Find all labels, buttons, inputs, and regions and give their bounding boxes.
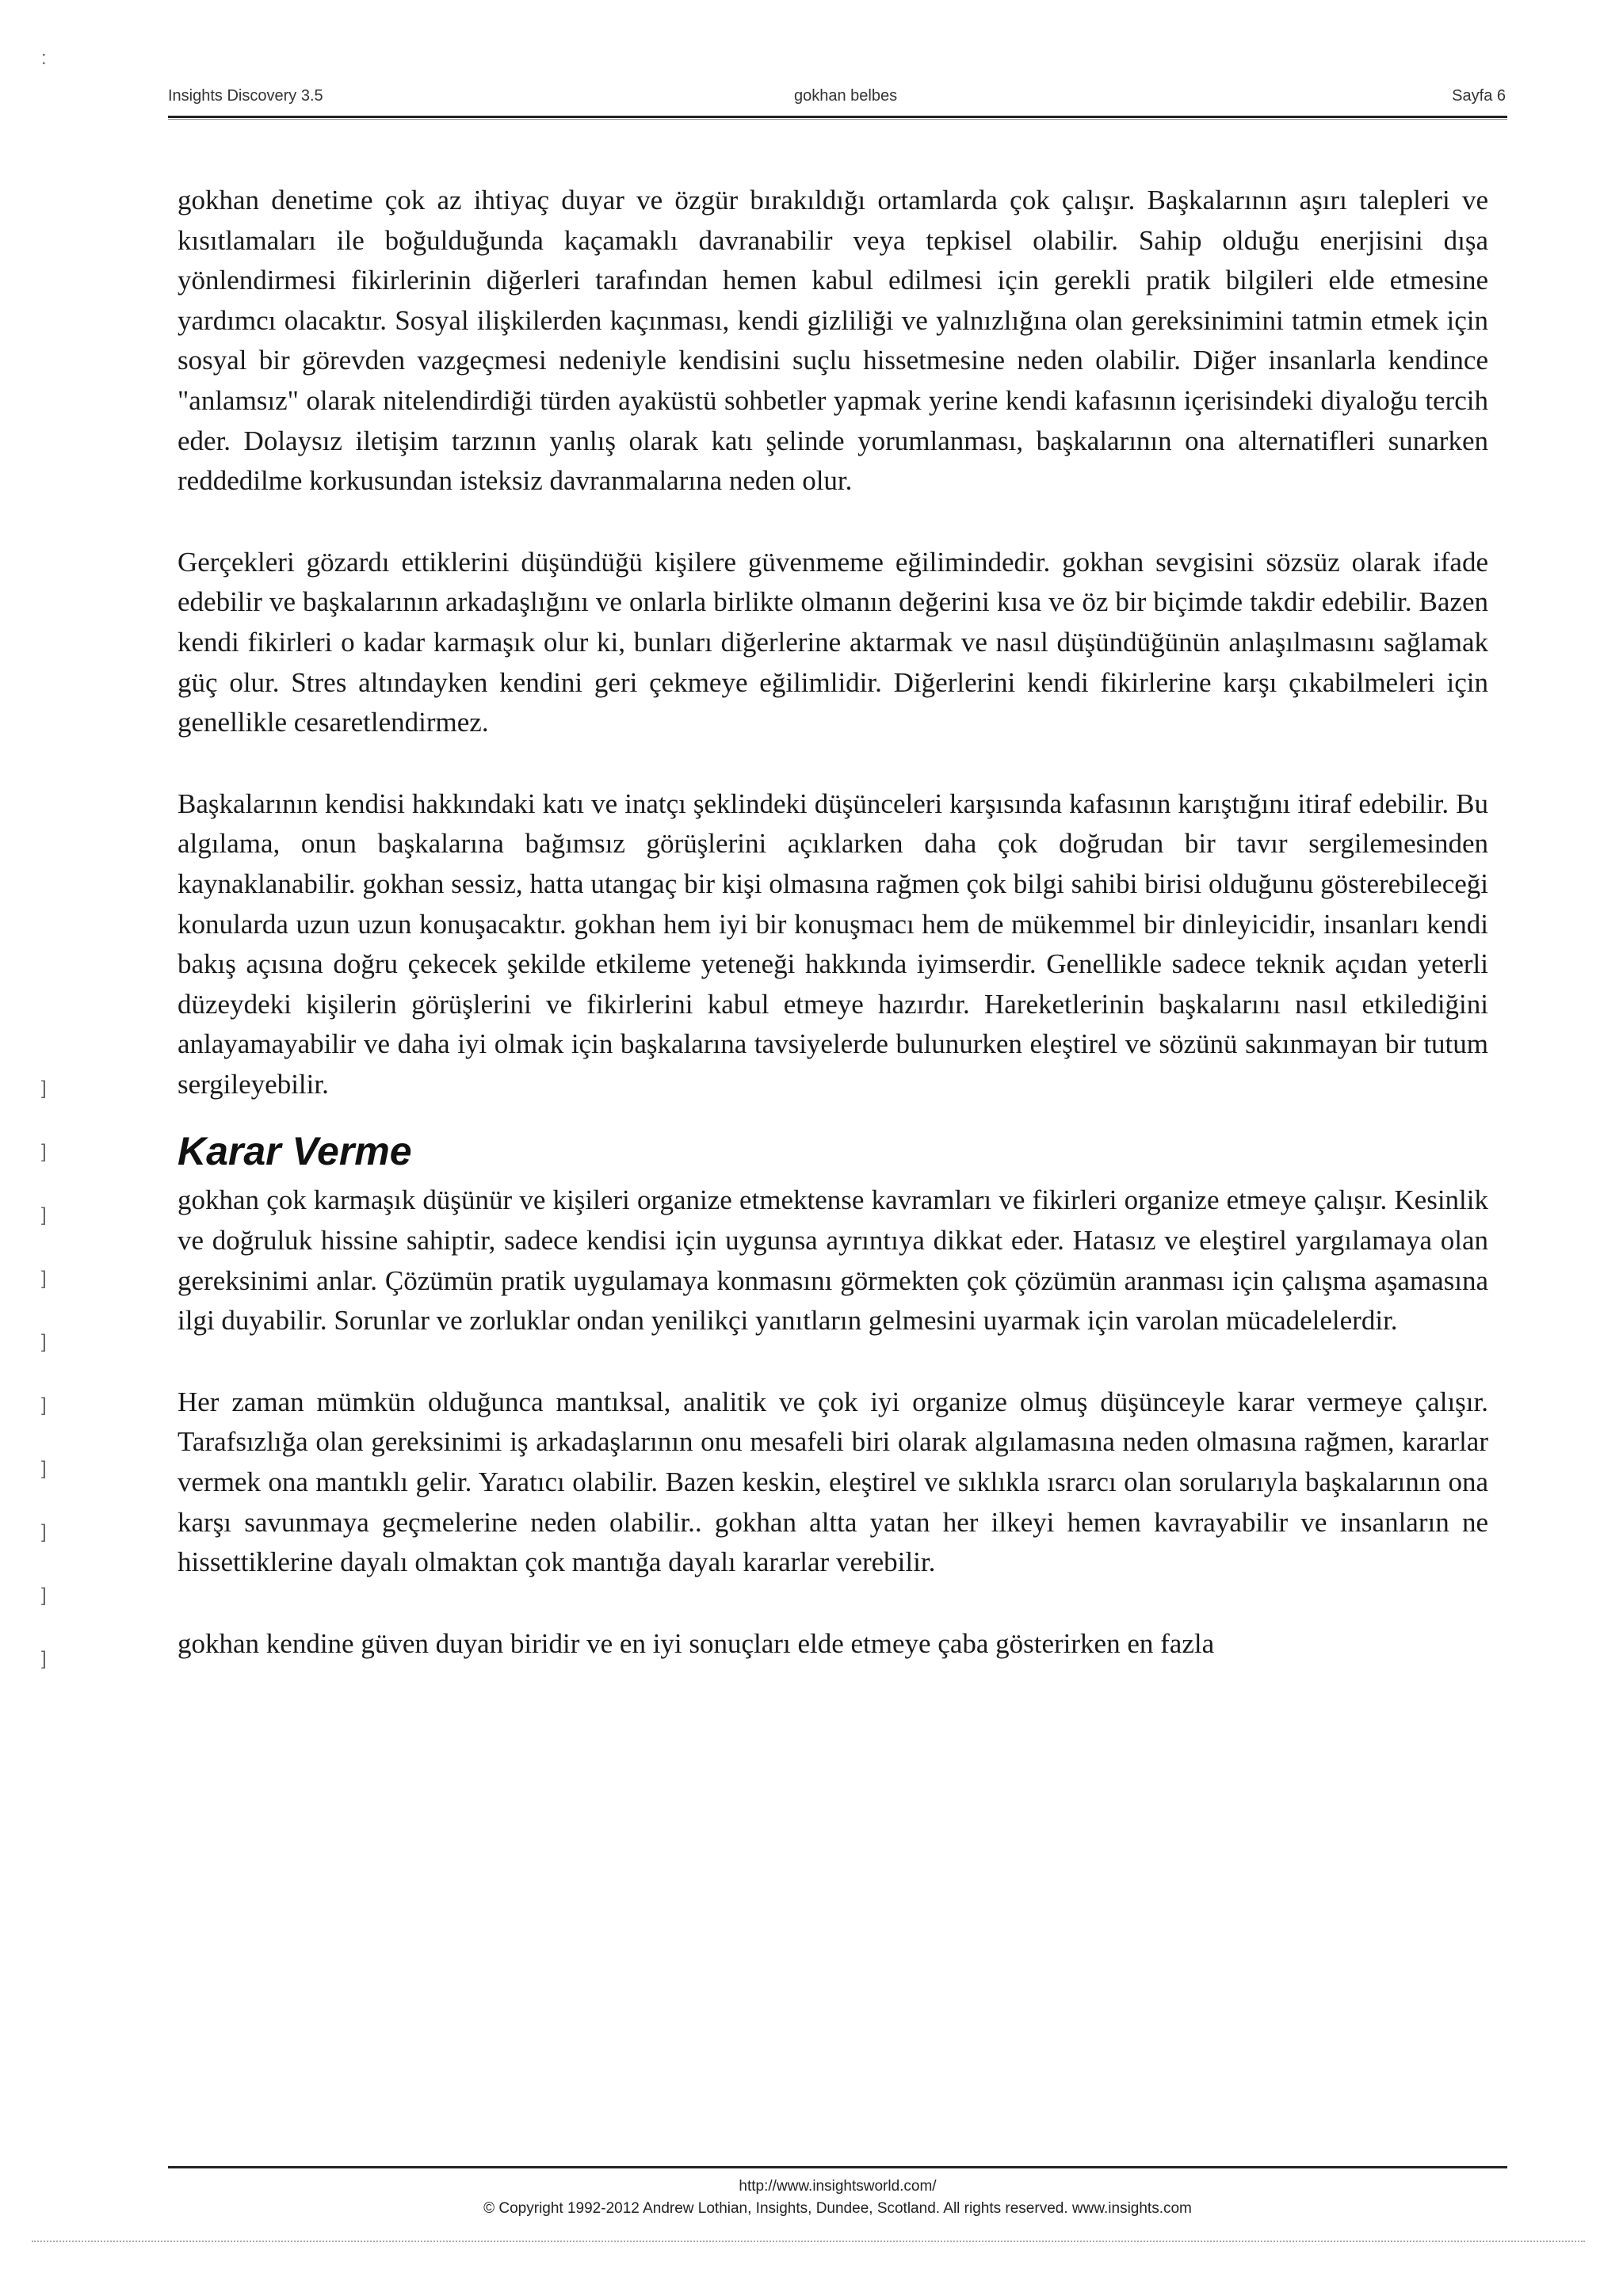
footer-copyright: © Copyright 1992-2012 Andrew Lothian, Insights, Dundee, Scotland. All rights reserved. www.insights.com bbox=[483, 2200, 1192, 2217]
document-body bbox=[178, 181, 1488, 1705]
footer-url: http://www.insightsworld.com/ bbox=[739, 2178, 937, 2195]
page-header bbox=[168, 79, 1506, 114]
scan-margin-marks: : ] ] ] ] ] ] ] ] ] ] bbox=[41, 48, 47, 1669]
header-page-number: Sayfa 6 bbox=[1452, 87, 1506, 105]
paragraph-2: Gerçekleri gözardı ettiklerini düşündüğü kişilere güvenmeme eğilimindedir. gokhan sevgisini sözsüz olarak ifade edebilir ve başkalarının arkadaşlığını ve onlarla birlikte olmanın değerini kısa ve öz bir biçimde takdir edebilir. Bazen kendi fikirleri o kadar karmaşık olur ki, bunları diğerlerine aktarmak ve nasıl düşündüğünün anlaşılmasını sağlamak güç olur. Stres altındayken kendini geri çekmeye eğilimlidir. Diğerlerini kendi fikirlerine karşı çıkabilmeleri için genellikle cesaretlendirmez. bbox=[178, 546, 1488, 738]
footer-rule bbox=[168, 2166, 1507, 2168]
paragraph-1: gokhan denetime çok az ihtiyaç duyar ve özgür bırakıldığı ortamlarda çok çalışır. Başkalarının aşırı talepleri ve kısıtlamaları ile boğulduğunda kaçamaklı davranabilir veya tepkisel olabilir. Sahip olduğu enerjisini dışa yönlendirmesi fikirlerinin diğerleri tarafından hemen kabul edilmesi için gerekli pratik bilgileri elde etmesine yardımcı olacaktır. Sosyal ilişkilerden kaçınması, kendi gizliliği ve yalnızlığına olan gereksinimini tatmin etmek için sosyal bir görevden vazgeçmesi nedeniyle kendisini suçlu hissetmesine neden olabilir. Diğer insanlarla kendince "anlamsız" olarak nitelendirdiği türden ayaküstü sohbetler yapmak yerine kendi kafasının içerisindeki diyaloğu tercih eder. Dolaysız iletişim tarzının yanlış olarak katı şelinde yorumlanması, başkalarının ona alternatifleri sunarken reddedilme korkusundan isteksiz davranmalarına neden olur. bbox=[178, 185, 1488, 497]
scan-bottom-edge bbox=[32, 2241, 1585, 2242]
section-paragraph-1: gokhan çok karmaşık düşünür ve kişileri organize etmektense kavramları ve fikirleri organize etmeye çalışır. Kesinlik ve doğruluk hissine sahiptir, sadece kendisi için uygunsa ayrıntıya dikkat eder. Hatasız ve eleştirel yargılamaya olan gereksinimi anlar. Çözümün pratik uygulamaya konmasını görmekten çok çözümün aranması için çalışma aşamasına ilgi duyabilir. Sorunlar ve zorluklar ondan yenilikçi yanıtların gelmesini uyarmak için varolan mücadelelerdir. bbox=[178, 1184, 1488, 1337]
section-paragraph-2: Her zaman mümkün olduğunca mantıksal, analitik ve çok iyi organize olmuş düşünceyle karar vermeye çalışır. Tarafsızlığa olan gereksinimi iş arkadaşlarının onu mesafeli biri olarak algılamasına neden olmasına rağmen, kararlar vermek ona mantıklı gelir. Yaratıcı olabilir. Bazen keskin, eleştirel ve sıklıkla ısrarcı olan sorularıyla başkalarının ona karşı savunmaya geçmelerine neden olabilir.. gokhan altta yatan her ilkeyi hemen kavrayabilir ve insanların ne hissettiklerine dayalı olmaktan çok mantığa dayalı kararlar verebilir. bbox=[178, 1386, 1488, 1578]
section-paragraph-3: gokhan kendine güven duyan biridir ve en iyi sonuçları elde etmeye çaba gösterirken en fazla bbox=[178, 1627, 1215, 1659]
section-heading: Karar Verme bbox=[178, 1129, 412, 1174]
header-rule bbox=[168, 116, 1507, 118]
header-rule-thin bbox=[168, 119, 1507, 120]
header-person: gokhan belbes bbox=[794, 87, 898, 105]
header-product: Insights Discovery 3.5 bbox=[168, 87, 323, 105]
paragraph-3: Başkalarının kendisi hakkındaki katı ve inatçı şeklindeki düşünceleri karşısında kafasının karıştığını itiraf edebilir. Bu algılama, onun başkalarına bağımsız görüşlerini açıklarken daha çok doğrudan bir tavır sergilemesinden kaynaklanabilir. gokhan sessiz, hatta utangaç bir kişi olmasına rağmen çok bilgi sahibi birisi olduğunu gösterebileceği konularda uzun uzun konuşacaktır. gokhan hem iyi bir konuşmacı hem de mükemmel bir dinleyicidir, insanları kendi bakış açısına doğru çekecek şekilde etkileme yeteneği hakkında iyimserdir. Genellikle sadece teknik açıdan yeterli düzeydeki kişilerin görüşlerini ve fikirlerini kabul etmeye hazırdır. Hareketlerinin başkalarını nasıl etkilediğini anlayamayabilir ve daha iyi olmak için başkalarına tavsiyelerde bulunurken eleştirel ve sözünü sakınmayan bir tutum sergileyebilir. bbox=[178, 788, 1488, 1100]
page-footer bbox=[168, 2176, 1507, 2220]
